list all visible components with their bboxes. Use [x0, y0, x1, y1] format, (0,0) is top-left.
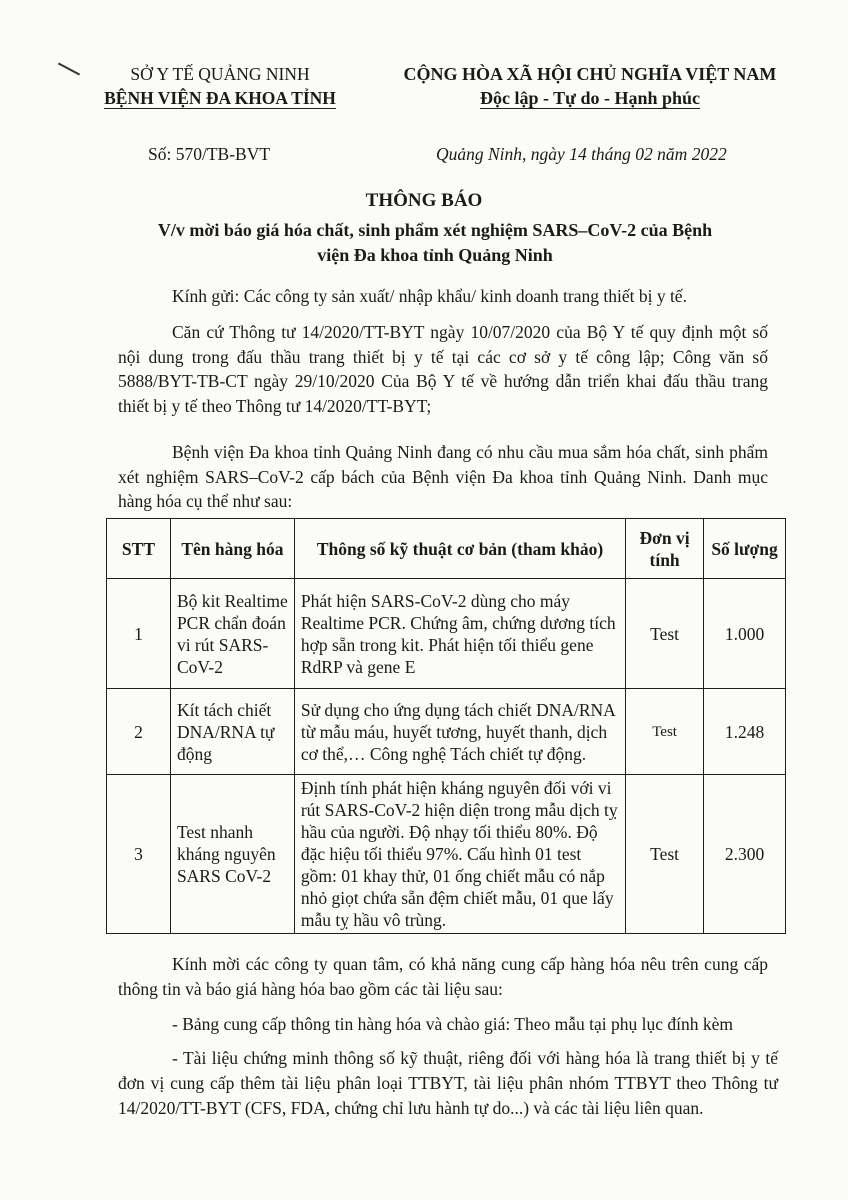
document-date: Quảng Ninh, ngày 14 tháng 02 năm 2022	[436, 144, 727, 164]
col-header-name: Tên hàng hóa	[170, 519, 294, 579]
document-title: THÔNG BÁO	[365, 190, 483, 211]
para2-text: Bệnh viện Đa khoa tỉnh Quảng Ninh đang có nhu cầu mua sắm hóa chất, sinh phẩm xét nghiệm SARS–CoV-2 cấp bách của Bệnh viện Đa khoa tỉnh Quảng Ninh. Danh mục hàng hóa cụ thể như sau:	[118, 442, 768, 511]
col-header-unit: Đơn vị tính	[626, 519, 704, 579]
cell-spec: Sử dụng cho ứng dụng tách chiết DNA/RNA từ mẫu máu, huyết tương, huyết thanh, dịch cơ thể,… Công nghệ Tách chiết tự động.	[294, 689, 625, 775]
bullet-tech-docs: - Tài liệu chứng minh thông số kỹ thuật, riêng đối với hàng hóa là trang thiết bị y tế đơn vị cung cấp thêm tài liệu phân loại TTBYT, tài liệu phân nhóm TTBYT theo Thông tư 14/2020/TT-BYT (CFS, FDA, chứng chỉ lưu hành tự do...) và các tài liệu liên quan.	[118, 1048, 778, 1118]
col-header-stt: STT	[107, 519, 171, 579]
paragraph-invitation	[118, 952, 768, 1001]
table-header-row	[107, 519, 786, 579]
issuing-organization	[60, 62, 380, 110]
paragraph-need	[118, 440, 768, 514]
national-motto	[380, 62, 800, 110]
cell-spec: Định tính phát hiện kháng nguyên đối với vi rút SARS-CoV-2 hiện diện trong mẫu dịch tỵ hầu của người. Độ nhạy tối thiểu 80%. Độ đặc hiệu tối thiểu 97%. Cấu hình 01 test gồm: 01 khay thử, 01 ống chiết mẫu có nắp nhỏ giọt chứa sẵn đệm chiết mẫu, 01 que lấy mẫu tỵ hầu vô trùng.	[294, 775, 625, 934]
cell-unit: Test	[626, 689, 704, 775]
cell-stt: 1	[107, 579, 171, 689]
org-line2: BỆNH VIỆN ĐA KHOA TỈNH	[104, 88, 336, 108]
subtitle-line2: viện Đa khoa tỉnh Quảng Ninh	[317, 245, 553, 265]
para3-text: Kính mời các công ty quan tâm, có khả năng cung cấp hàng hóa nêu trên cung cấp thông tin và báo giá hàng hóa bao gồm các tài liệu sau:	[118, 954, 768, 999]
greeting: Kính gửi: Các công ty sản xuất/ nhập khẩu/ kinh doanh trang thiết bị y tế.	[172, 286, 687, 306]
cell-stt: 3	[107, 775, 171, 934]
cell-stt: 2	[107, 689, 171, 775]
cell-unit: Test	[626, 579, 704, 689]
para1-text: Căn cứ Thông tư 14/2020/TT-BYT ngày 10/07/2020 của Bộ Y tế quy định một số nội dung trong đấu thầu trang thiết bị y tế tại các cơ sở y tế công lập; Công văn số 5888/BYT-TB-CT ngày 29/10/2020 Của Bộ Y tế về hướng dẫn triển khai đấu thầu trang thiết bị y tế theo Thông tư 14/2020/TT-BYT;	[118, 322, 768, 416]
document-subtitle	[110, 218, 760, 268]
cell-qty: 1.248	[704, 689, 786, 775]
cell-qty: 2.300	[704, 775, 786, 934]
nation-line2: Độc lập - Tự do - Hạnh phúc	[479, 88, 701, 108]
cell-name: Bộ kit Realtime PCR chẩn đoán vi rút SARS-CoV-2	[170, 579, 294, 689]
cell-name: Test nhanh kháng nguyên SARS CoV-2	[170, 775, 294, 934]
col-header-spec: Thông số kỹ thuật cơ bản (tham khảo)	[294, 519, 625, 579]
col-header-qty: Số lượng	[704, 519, 786, 579]
paragraph-legal-basis	[118, 320, 768, 418]
table-row	[107, 579, 786, 689]
cell-unit: Test	[626, 775, 704, 934]
bullet-price-sheet: - Bảng cung cấp thông tin hàng hóa và chào giá: Theo mẫu tại phụ lục đính kèm	[172, 1014, 733, 1034]
table-row	[107, 775, 786, 934]
table-row	[107, 689, 786, 775]
cell-name: Kít tách chiết DNA/RNA tự động	[170, 689, 294, 775]
subtitle-line1: V/v mời báo giá hóa chất, sinh phẩm xét nghiệm SARS–CoV-2 của Bệnh	[157, 220, 713, 240]
nation-line1: CỘNG HÒA XÃ HỘI CHỦ NGHĨA VIỆT NAM	[403, 64, 777, 84]
document-number: Số: 570/TB-BVT	[148, 144, 271, 164]
org-line1: SỞ Y TẾ QUẢNG NINH	[130, 64, 310, 84]
cell-qty: 1.000	[704, 579, 786, 689]
goods-table	[106, 518, 786, 934]
cell-spec: Phát hiện SARS-CoV-2 dùng cho máy Realtime PCR. Chứng âm, chứng dương tích hợp sẵn trong kit. Phát hiện tối thiểu gene RdRP và gene E	[294, 579, 625, 689]
